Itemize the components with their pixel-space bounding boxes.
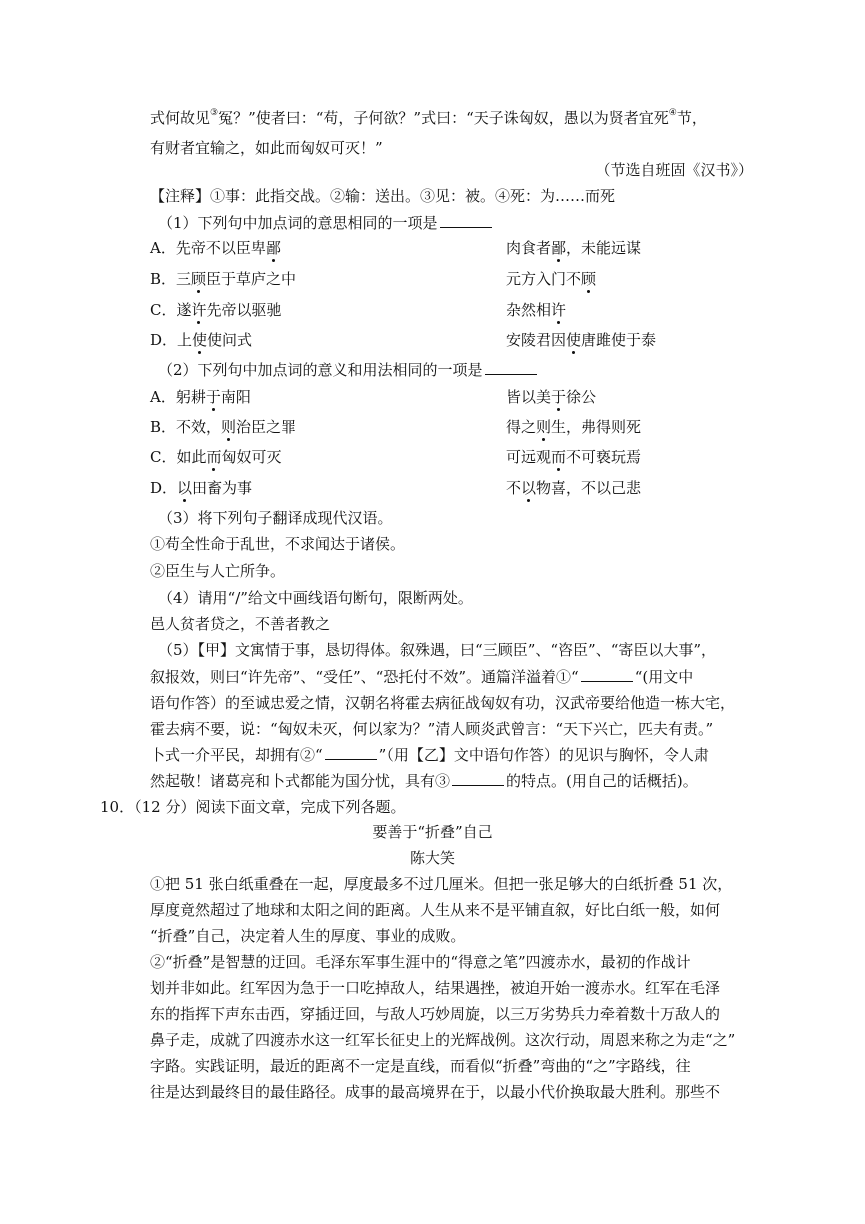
text: 冤？”使者曰：“苟，子何欲？”式曰：“天子诛匈奴，愚以为贤者宜死 [218,109,669,127]
dotted-word: 顾 [191,270,207,288]
answer-blank[interactable] [440,213,492,228]
q2-option-b[interactable]: B．不效，则治臣之罪 得之则生，弗得则死 [150,418,642,436]
question-10-header: 10．（12 分）阅读下面文章，完成下列各题。 [100,798,406,816]
q1-option-d[interactable]: D．上使使问式 安陵君因使唐雎使于泰 [150,331,657,349]
paragraph-line: “折叠”自己，决定着人生的厚度、事业的成败。 [150,927,466,945]
paragraph-line: 往是达到最终目的最佳路径。成事的最高境界在于，以最小代价换取最大胜利。那些不 [150,1083,721,1101]
paragraph-line: ②“折叠”是智慧的迂回。毛泽东军事生涯中的“得意之笔”四渡赤水，最初的作战计 [150,953,691,971]
q2-option-c[interactable]: C．如此而匈奴可灭 可远观而不可亵玩焉 [150,448,642,466]
question-text: （2）下列句中加点词的意义和用法相同的一项是 [158,361,483,379]
option-b-text: 不以物喜，不以己悲 [506,479,642,497]
paragraph-line: 东的指挥下声东击西，穿插迂回，与敌人巧妙周旋，以三万劣势兵力牵着数十万敌人的 [150,1005,721,1023]
option-b-text: 得之则生，弗得则死 [506,418,642,436]
question-5-line: 卜式一介平民，却拥有②“ ”（用【乙】文中语句作答）的见识与胸怀，令人肃 [150,746,709,764]
question-4-stem: （4）请用“/”给文中画线语句断句，限断两处。 [158,589,473,607]
q1-option-c[interactable]: C．遂许先帝以驱驰 杂然相许 [150,301,567,319]
option-b-text: 可远观而不可亵玩焉 [506,448,642,466]
text: 式何故见 [150,109,211,127]
translation-sentence-1: ①苟全性命于乱世，不求闻达于诸侯。 [150,535,406,553]
dotted-word: 于 [205,388,221,406]
dotted-word: 顾 [581,270,597,288]
option-b-text: 安陵君因使唐雎使于泰 [506,331,657,349]
punctuation-sentence: 邑人贫者贷之，不善者教之 [150,615,331,633]
question-5-line: 霍去病不要，说：“匈奴未灭，何以家为？”清人顾炎武曾言：“天下兴亡，匹夫有责。” [150,720,714,738]
annotation-notes: 【注释】①事：此指交战。②输：送出。③见：被。④死：为……而死 [150,187,616,205]
question-5-line: 叙报效，则曰“许先帝”、“受任”、“恐托付不效”。通篇洋溢着①“ “(用文中 [150,668,694,686]
paragraph-line: 划并非如此。红军因为急于一口吃掉敌人，结果遇挫，被迫开始一渡赤水。红军在毛泽 [150,979,721,997]
question-3-stem: （3）将下列句子翻译成现代汉语。 [158,509,393,527]
passage-line: 有财者宜输之，如此而匈奴可灭！” [150,139,383,157]
question-1-stem [158,213,494,233]
option-b-text: 杂然相许 [506,301,567,319]
paragraph-line: 厚度竟然超过了地球和太阳之间的距离。人生从来不是平铺直叙，好比白纸一般，如何 [150,901,721,919]
dotted-word: 则 [536,418,552,436]
option-b-text: 皆以美于徐公 [506,388,597,406]
dotted-word: 许 [551,301,567,319]
dotted-word: 而 [551,448,567,466]
dotted-word: 使 [192,331,208,349]
dotted-word: 许 [191,301,207,319]
article-title: 要善于“折叠”自己 [372,823,493,841]
dotted-word: 以 [521,479,537,497]
dotted-word: 使 [566,331,582,349]
passage-line [150,108,707,128]
footnote-mark: ③ [210,108,219,118]
answer-blank-2[interactable] [325,745,377,760]
q2-option-d[interactable]: D．以田畜为事 不以物喜，不以己悲 [150,479,642,497]
dotted-word: 鄙 [265,239,281,257]
translation-sentence-2: ②臣生与人亡所争。 [150,562,286,580]
q1-option-b[interactable]: B．三顾臣于草庐之中 元方入门不顾 [150,270,597,288]
paragraph-line: 字路。实践证明，最近的距离不一定是直线，而看似“折叠”弯曲的“之”字路线，往 [150,1057,691,1075]
question-5-line: 然起敬！诸葛亮和卜式都能为国分忧，具有③ 的特点。(用自己的话概括)。 [150,772,698,790]
footnote-mark: ④ [668,108,677,118]
paragraph-line: 鼻子走，成就了四渡赤水这一红军长征史上的光辉战例。这次行动，周恩来称之为走“之” [150,1031,736,1049]
question-text: （1）下列句中加点词的意思相同的一项是 [158,214,438,232]
dotted-word: 鄙 [551,239,567,257]
question-2-stem [158,360,539,380]
text: 节， [676,109,707,127]
dotted-word: 则 [221,418,237,436]
dotted-word: 而 [206,448,222,466]
paragraph-line: ①把 51 张白纸重叠在一起，厚度最多不过几厘米。但把一张足够大的白纸折叠 51 次， [150,875,733,893]
question-5-line: （5）【甲】文寓情于事，恳切得体。叙殊遇，曰“三顾臣”、“咨臣”、“寄臣以大事”， [158,641,717,659]
option-b-text: 肉食者鄙，未能远谋 [506,239,642,257]
source-citation: （节选自班固《汉书》） [595,161,753,179]
dotted-word: 以 [177,479,193,497]
q1-option-a[interactable]: A．先帝不以臣卑鄙 肉食者鄙，未能远谋 [150,239,642,257]
dotted-word: 于 [551,388,567,406]
answer-blank-3[interactable] [452,771,504,786]
answer-blank[interactable] [485,360,537,375]
article-author: 陈大笑 [409,849,455,867]
option-b-text: 元方入门不顾 [506,270,597,288]
question-5-line: 语句作答）的至诚忠爱之情，汉朝名将霍去病征战匈奴有功，汉武帝要给他造一栋大宅， [150,694,736,712]
answer-blank-1[interactable] [581,667,633,682]
q2-option-a[interactable]: A．躬耕于南阳 皆以美于徐公 [150,388,597,406]
